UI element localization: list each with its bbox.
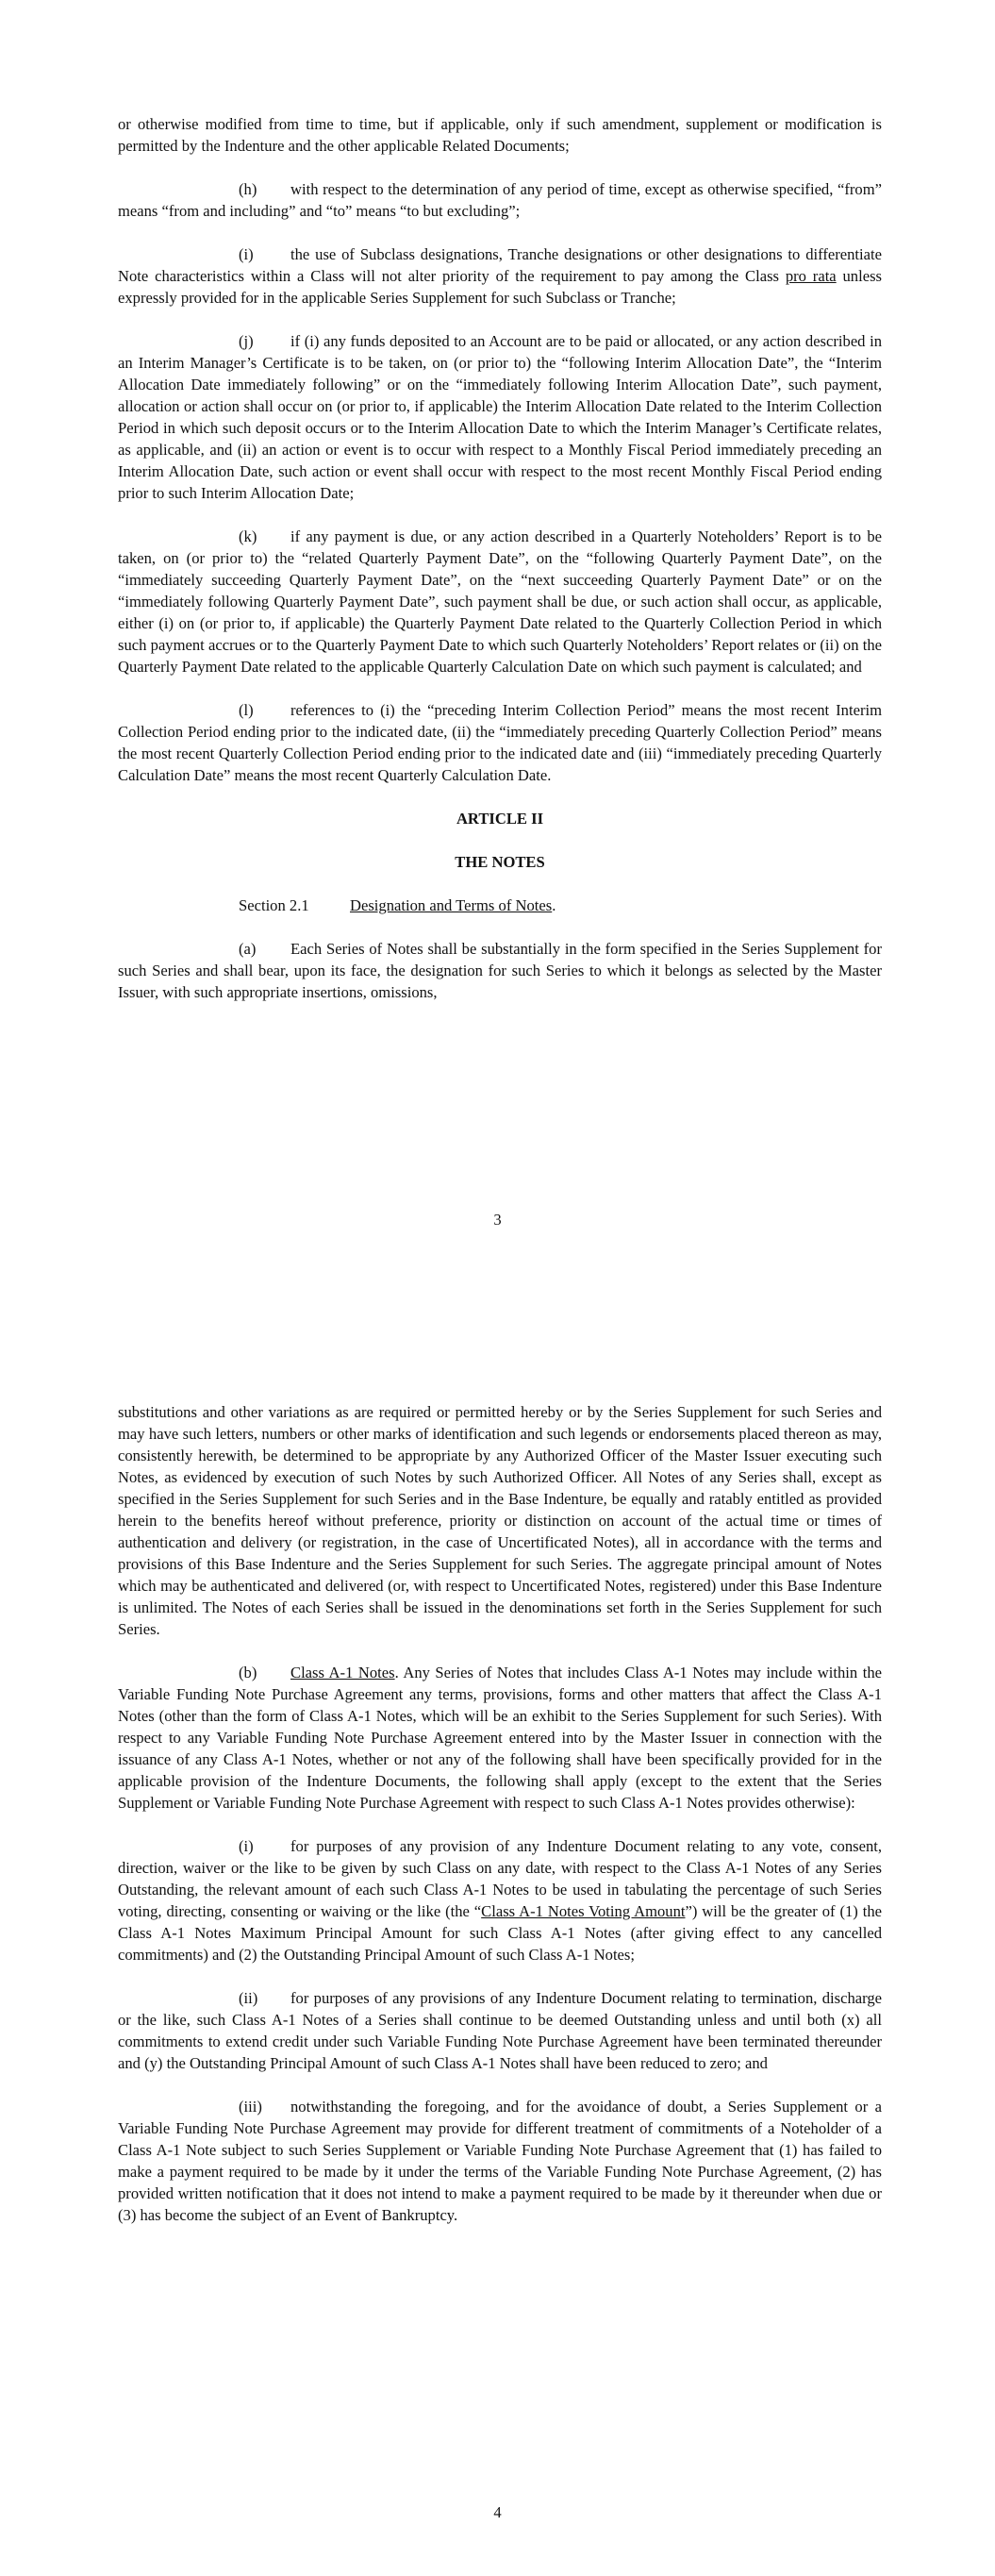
section-title: Designation and Terms of Notes	[350, 896, 553, 914]
clause-k-label: (k)	[239, 527, 257, 545]
clause-l-label: (l)	[239, 701, 254, 719]
clause-b-iii	[118, 2096, 882, 2226]
article-title: THE NOTES	[455, 853, 545, 871]
clause-b-text: . Any Series of Notes that includes Class A-1 Notes may include within the Variable Funding Note Purchase Agreement any terms, provisions, forms and other matters that affect the Class A-1 Notes (other than the form of Class A-1 Notes, which will be an exhibit to the Series Supplement for such Series). With respect to any Variable Funding Note Purchase Agreement entered into by the Master Issuer in connection with the issuance of any Class A-1 Notes, whether or not any of the following shall have been specifically provided for in the applicable provision of the Indenture Documents, the following shall apply (except to the extent that the Series Supplement or Variable Funding Note Purchase Agreement with respect to such Class A-1 Notes provides otherwise):	[118, 1664, 882, 1812]
clause-h-text: with respect to the determination of any period of time, except as otherwise specified, “from” means “from and including” and “to” means “to but excluding”;	[118, 180, 882, 220]
clause-l-text: references to (i) the “preceding Interim Collection Period” means the most recent Interim Collection Period ending prior to the indicated date, (ii) the “immediately preceding Quarterly Collection Period” means the most recent Quarterly Collection Period ending prior to the indicated date and (iii) “immediately preceding Quarterly Calculation Date” means the most recent Quarterly Calculation Date.	[118, 701, 882, 784]
clause-b-i	[118, 1835, 882, 1965]
article-heading: ARTICLE II	[456, 810, 544, 828]
clause-b-i-label: (i)	[239, 1837, 254, 1855]
clause-j-label: (j)	[239, 332, 254, 350]
page-4	[0, 1288, 995, 2576]
clause-b	[118, 1662, 882, 1814]
clause-b-iii-text: notwithstanding the foregoing, and for the avoidance of doubt, a Series Supplement or a Variable Funding Note Purchase Agreement may provide for different treatment of commitments of a Noteholder of a Class A-1 Note subject to such Series Supplement or Variable Funding Note Purchase Agreement that (1) has failed to make a payment required to be made by it under the terms of the Variable Funding Note Purchase Agreement, (2) has provided written notification that it does not intend to make a payment required to be made by it thereunder when due or (3) has become the subject of an Event of Bankruptcy.	[118, 2098, 882, 2224]
clause-a-text: Each Series of Notes shall be substantially in the form specified in the Series Supplement for such Series and shall bear, upon its face, the designation for such Series to which it belongs as selected by the Master Issuer, with such appropriate insertions, omissions,	[118, 940, 882, 1001]
clause-j-text: if (i) any funds deposited to an Account are to be paid or allocated, or any action described in an Interim Manager’s Certificate is to be taken, on (or prior to) the “following Interim Allocation Date”, the “Interim Allocation Date immediately following” or on the “immediately following Interim Allocation Date”, such payment, allocation or action shall occur on (or prior to, if applicable) the Interim Allocation Date related to the Interim Collection Period in which such deposit occurs or to the Interim Allocation Date to which the Interim Manager’s Certificate relates, as applicable, and (ii) an action or event is to occur with respect to a Monthly Fiscal Period immediately preceding an Interim Allocation Date, such action or event shall occur with respect to the most recent Monthly Fiscal Period ending prior to such Interim Allocation Date;	[118, 332, 882, 502]
section-number: Section 2.1	[239, 896, 309, 914]
continued-paragraph: substitutions and other variations as are required or permitted hereby or by the Series Supplement for such Series and may have such letters, numbers or other marks of identification and such legends or endorsements placed thereon as may, consistently herewith, be determined to be appropriate by any Authorized Officer of the Master Issuer executing such Notes, as evidenced by execution of such Notes by such Authorized Officer. All Notes of any Series shall, except as specified in the Series Supplement for such Series and in the Base Indenture, be equally and ratably entitled as provided herein to the benefits hereof without preference, priority or distinction on account of the actual time or times of authentication and delivery (or registration, in the case of Uncertificated Notes), all in accordance with the terms and provisions of this Base Indenture and the Series Supplement for such Series. The aggregate principal amount of Notes which may be authenticated and delivered (or, with respect to Uncertificated Notes, registered) under this Base Indenture is unlimited. The Notes of each Series shall be issued in the denominations set forth in the Series Supplement for such Series.	[118, 1403, 882, 1638]
intro-paragraph: or otherwise modified from time to time, but if applicable, only if such amendment, supplement or modification is permitted by the Indenture and the other applicable Related Documents;	[118, 115, 882, 155]
page-number: 4	[493, 2503, 502, 2521]
clause-h-label: (h)	[239, 180, 257, 198]
clause-b-iii-label: (iii)	[239, 2098, 262, 2116]
clause-b-label: (b)	[239, 1664, 257, 1681]
clause-j	[118, 330, 882, 504]
section-title-period: .	[552, 896, 556, 914]
clause-b-i-text-a: for purposes of any provision of any Indenture Document relating to any vote, consent, direction, waiver or the like to be given by such Class on any date, with respect to the Class A-1 Notes of any Series Outstanding, the relevant amount of each such Class A-1 Notes to be used in tabulating the percentage of such Series voting, directing, consenting or waiving or the like (the “	[118, 1837, 882, 1920]
clause-b-ii	[118, 1987, 882, 2074]
section-heading	[118, 895, 882, 916]
clause-i-text-b: unless expressly provided for in the applicable Series Supplement for such Subclass or Tranche;	[118, 267, 882, 307]
clause-a	[118, 938, 882, 1003]
defined-term: Class A-1 Notes Voting Amount	[481, 1902, 686, 1920]
clause-h	[118, 178, 882, 222]
clause-a-label: (a)	[239, 940, 257, 958]
clause-i	[118, 243, 882, 309]
clause-i-text-a: the use of Subclass designations, Tranche designations or other designations to differentiate Note characteristics within a Class will not alter priority of the requirement to pay among the Class	[118, 245, 882, 285]
clause-b-ii-label: (ii)	[239, 1989, 258, 2007]
clause-l	[118, 699, 882, 786]
clause-b-heading: Class A-1 Notes	[290, 1664, 395, 1681]
page-number: 3	[493, 1211, 502, 1229]
page-3-body	[118, 113, 882, 1003]
clause-i-label: (i)	[239, 245, 254, 263]
pro-rata-term: pro rata	[785, 267, 837, 285]
clause-b-ii-text: for purposes of any provisions of any Indenture Document relating to termination, discharge or the like, such Class A-1 Notes of a Series shall continue to be deemed Outstanding unless and until both (x) all commitments to extend credit under such Variable Funding Note Purchase Agreement have been terminated thereunder and (y) the Outstanding Principal Amount of such Class A-1 Notes shall have been reduced to zero; and	[118, 1989, 882, 2072]
page-4-body	[118, 1401, 882, 2226]
clause-k-text: if any payment is due, or any action described in a Quarterly Noteholders’ Report is to be taken, on (or prior to) the “related Quarterly Payment Date”, on the “following Quarterly Payment Date”, on the “immediately succeeding Quarterly Payment Date”, on the “next succeeding Quarterly Payment Date” or on the “immediately following Quarterly Payment Date”, such payment shall be due, or such action shall occur, as applicable, either (i) on (or prior to, if applicable) the Quarterly Payment Date related to the Quarterly Collection Period in which such payment accrues or to the Quarterly Payment Date to which such Quarterly Noteholders’ Report relates or (ii) on the Quarterly Payment Date related to the applicable Quarterly Calculation Date on which such payment is calculated; and	[118, 527, 882, 676]
clause-b-i-text-b: ”) will be the greater of (1) the Class A-1 Notes Maximum Principal Amount for such Class A-1 Notes (after giving effect to any cancelled commitments) and (2) the Outstanding Principal Amount of such Class A-1 Notes;	[118, 1902, 882, 1964]
clause-k	[118, 526, 882, 677]
